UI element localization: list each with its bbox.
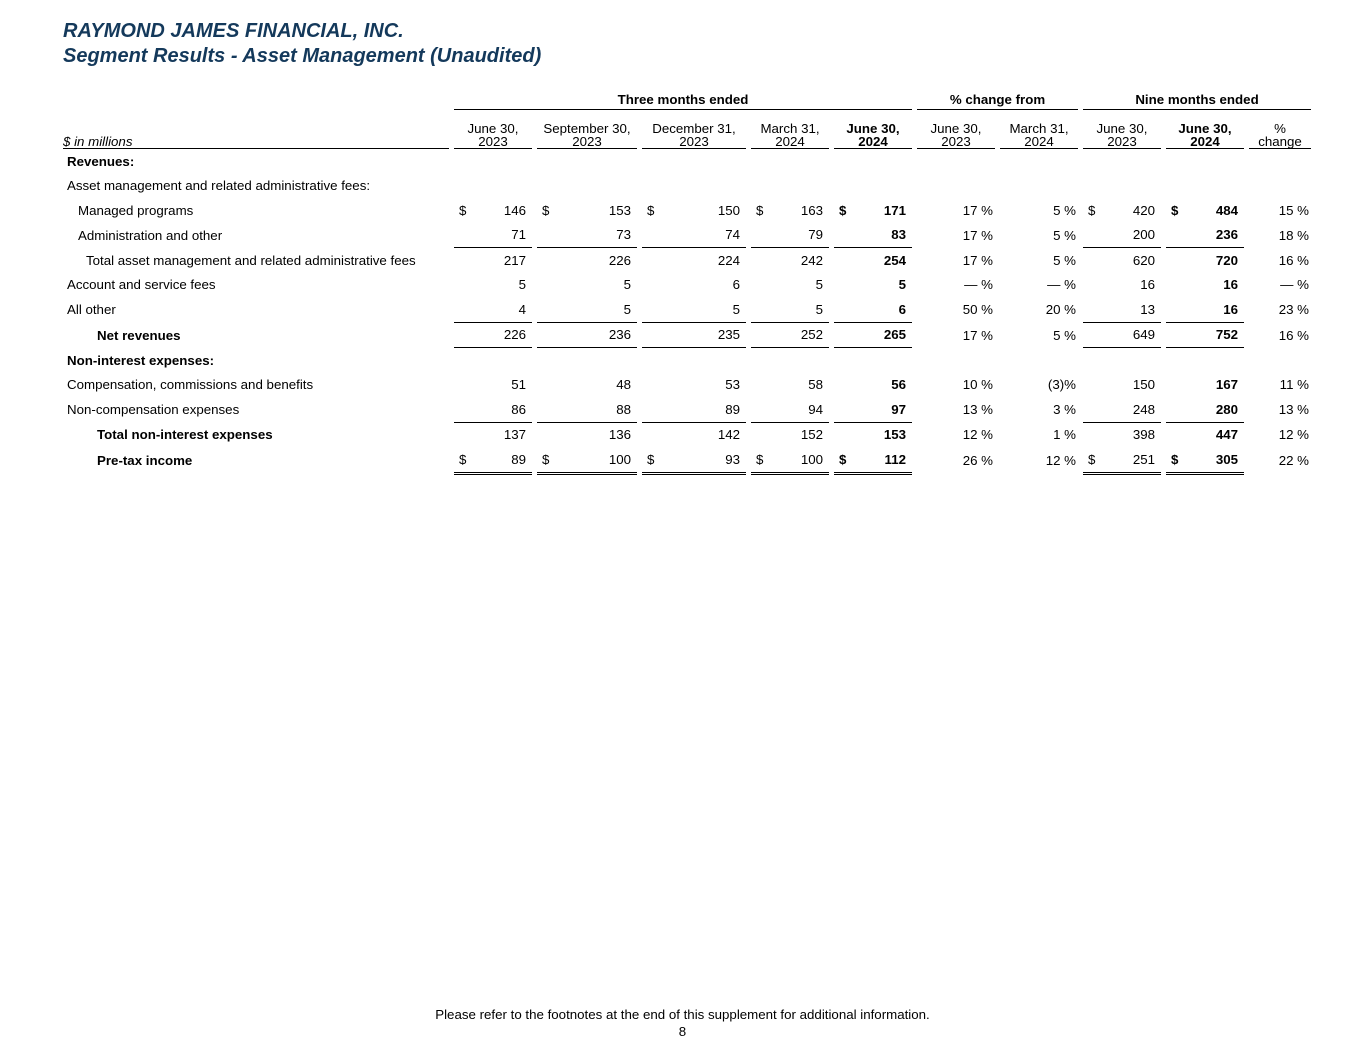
dollar-sign-cell (1083, 373, 1099, 398)
table-row (63, 323, 1311, 349)
value-cell: 71 (470, 223, 532, 249)
value-cell: 200 (1099, 223, 1161, 249)
value-cell: 16 (1140, 277, 1155, 293)
value-cell: 74 (658, 223, 746, 249)
table-row (63, 149, 1311, 174)
column-header-line1: March 31, (1009, 121, 1069, 136)
value-cell: 752 (1182, 323, 1244, 349)
column-header-line2: 2023 (572, 134, 602, 149)
column-header (1000, 110, 1078, 149)
value-cell: 236 (1182, 223, 1244, 249)
dollar-sign-cell (1083, 297, 1099, 323)
column-header-line1: June 30, (930, 121, 982, 136)
dollar-sign-cell (1166, 323, 1182, 349)
pct-change-cell: 20 % (1045, 302, 1076, 318)
pct-change-cell: 10 % (962, 377, 993, 393)
value-cell: 89 (470, 447, 532, 475)
dollar-sign-cell (751, 248, 767, 273)
dollar-sign-cell (642, 223, 658, 249)
page-number: 8 (678, 1024, 687, 1039)
dollar-sign-cell (454, 273, 470, 298)
value-cell: 4 (470, 297, 532, 323)
dollar-sign-cell (537, 423, 553, 448)
value-cell: 136 (608, 427, 631, 443)
table-row (63, 248, 1311, 273)
dollar-sign-cell (1166, 248, 1182, 273)
value-cell: 720 (1215, 252, 1238, 268)
dollar-sign-cell (1083, 223, 1099, 249)
pct-change-cell: 5 % (1053, 327, 1076, 343)
table-row (63, 273, 1311, 298)
pct-change-cell: 11 % (1279, 377, 1309, 393)
dollar-sign-cell (537, 273, 553, 298)
row-label: Net revenues (97, 327, 181, 343)
value-cell: 16 (1182, 297, 1244, 323)
column-header (751, 110, 829, 149)
pct-change-cell: 22 % (1278, 453, 1309, 469)
dollar-sign-cell (1166, 397, 1182, 423)
dollar-sign-cell (751, 323, 767, 349)
pct-change-cell: 17 % (962, 327, 993, 343)
dollar-sign-cell: $ (1083, 447, 1099, 475)
dollar-sign-cell (1083, 397, 1099, 423)
column-header (834, 110, 912, 149)
pct-change-cell: 15 % (1278, 202, 1309, 218)
company-name: RAYMOND JAMES FINANCIAL, INC. (63, 20, 404, 42)
column-header-line2: 2024 (775, 134, 805, 149)
value-cell: 6 (850, 297, 912, 323)
column-header-line1: September 30, (543, 121, 631, 136)
value-cell: 13 (1099, 297, 1161, 323)
column-header (642, 110, 746, 149)
pct-change-cell: 16 % (1278, 252, 1309, 268)
dollar-sign-cell: $ (756, 202, 764, 218)
row-label: Asset management and related administrative fees: (67, 178, 371, 194)
value-cell: 620 (1132, 252, 1155, 268)
pct-change-cell: 1 % (1053, 427, 1076, 443)
pct-change-cell: 23 % (1278, 302, 1309, 318)
spacer (63, 90, 449, 110)
column-header (1083, 110, 1161, 149)
value-cell: 5 (518, 277, 526, 293)
pct-change-cell: 17 % (962, 252, 993, 268)
dollar-sign-cell (642, 248, 658, 273)
dollar-sign-cell: $ (1171, 202, 1179, 218)
table-row (63, 223, 1311, 249)
dollar-sign-cell (642, 273, 658, 298)
dollar-sign-cell (537, 248, 553, 273)
dollar-sign-cell (642, 323, 658, 349)
value-cell: 235 (658, 323, 746, 349)
column-header (1249, 110, 1311, 149)
value-cell: 447 (1215, 427, 1238, 443)
pct-change-cell: 12 % (1045, 453, 1076, 469)
dollar-sign-cell (1166, 273, 1182, 298)
value-cell: 251 (1099, 447, 1161, 475)
dollar-sign-cell (1166, 423, 1182, 448)
dollar-sign-cell (537, 373, 553, 398)
value-cell: 73 (553, 223, 637, 249)
column-header-row (63, 110, 1311, 149)
column-header-line1: June 30, (846, 121, 900, 136)
value-cell: 16 (1223, 277, 1238, 293)
dollar-sign-cell (1166, 223, 1182, 249)
row-label: Revenues: (67, 153, 135, 169)
dollar-sign-cell (537, 223, 553, 249)
value-cell: 236 (553, 323, 637, 349)
dollar-sign-cell (537, 297, 553, 323)
group-header-row (63, 90, 1311, 110)
value-cell: 242 (800, 252, 823, 268)
dollar-sign-cell (751, 223, 767, 249)
pct-change-cell: 50 % (962, 302, 993, 318)
value-cell: 152 (800, 427, 823, 443)
pct-change-cell: 13 % (1278, 402, 1309, 418)
dollar-sign-cell: $ (1166, 447, 1182, 475)
dollar-sign-cell (834, 297, 850, 323)
dollar-sign-cell: $ (537, 447, 553, 475)
dollar-sign-cell (454, 423, 470, 448)
dollar-sign-cell (1083, 248, 1099, 273)
dollar-sign-cell (834, 273, 850, 298)
dollar-sign-cell (1083, 423, 1099, 448)
table-row (63, 198, 1311, 223)
value-cell: 100 (767, 447, 829, 475)
dollar-sign-cell (642, 397, 658, 423)
column-header-line1: June 30, (1178, 121, 1232, 136)
value-cell: 420 (1132, 202, 1155, 218)
pct-change-cell: 5 % (1053, 227, 1076, 243)
column-header-line2: 2023 (941, 134, 971, 149)
pct-change-cell: (3)% (1047, 377, 1076, 393)
dollar-sign-cell (751, 273, 767, 298)
row-label: Account and service fees (67, 277, 216, 293)
value-cell: 226 (608, 252, 631, 268)
value-cell: 51 (511, 377, 526, 393)
pct-change-cell: 5 % (1053, 252, 1076, 268)
value-cell: 265 (850, 323, 912, 349)
value-cell: 163 (800, 202, 823, 218)
value-cell: 5 (767, 297, 829, 323)
column-header-line1: June 30, (1096, 121, 1148, 136)
column-header (454, 110, 532, 149)
value-cell: 217 (503, 252, 526, 268)
column-header-line1: % (1274, 121, 1286, 136)
value-cell: 224 (717, 252, 740, 268)
pct-change-cell: 26 % (962, 453, 993, 469)
dollar-sign-cell (454, 248, 470, 273)
column-header (917, 110, 995, 149)
dollar-sign-cell (751, 397, 767, 423)
value-cell: 146 (503, 202, 526, 218)
value-cell: 484 (1215, 202, 1238, 218)
dollar-sign-cell (751, 423, 767, 448)
pct-change-cell: 17 % (962, 202, 993, 218)
value-cell: 226 (470, 323, 532, 349)
value-cell: 79 (767, 223, 829, 249)
pct-change-cell: 12 % (962, 427, 993, 443)
dollar-sign-cell: $ (647, 202, 655, 218)
value-cell: 48 (616, 377, 631, 393)
dollar-sign-cell (642, 373, 658, 398)
pct-change-cell: 13 % (962, 402, 993, 418)
dollar-sign-cell (454, 223, 470, 249)
dollar-sign-cell (834, 248, 850, 273)
row-label: Administration and other (78, 227, 223, 243)
dollar-sign-cell (454, 323, 470, 349)
value-cell: 5 (658, 297, 746, 323)
value-cell: 93 (658, 447, 746, 475)
dollar-sign-cell (834, 397, 850, 423)
table-row (63, 297, 1311, 323)
pct-change-cell: 5 % (1053, 202, 1076, 218)
group-pct-change: % change from (917, 90, 1078, 110)
dollar-sign-cell (834, 323, 850, 349)
value-cell: 248 (1099, 397, 1161, 423)
group-three-months: Three months ended (454, 90, 912, 110)
column-header-line2: 2024 (858, 134, 888, 149)
value-cell: 153 (883, 427, 906, 443)
dollar-sign-cell: $ (834, 447, 850, 475)
pct-change-cell: 16 % (1278, 327, 1309, 343)
dollar-sign-cell: $ (751, 447, 767, 475)
value-cell: 252 (767, 323, 829, 349)
value-cell: 5 (815, 277, 823, 293)
pct-change-cell: 3 % (1053, 402, 1076, 418)
value-cell: 86 (470, 397, 532, 423)
dollar-sign-cell (1166, 373, 1182, 398)
dollar-sign-cell (751, 373, 767, 398)
value-cell: 97 (850, 397, 912, 423)
dollar-sign-cell: $ (542, 202, 550, 218)
dollar-sign-cell (642, 297, 658, 323)
value-cell: 5 (553, 297, 637, 323)
column-header-line2: change (1258, 134, 1302, 149)
pct-change-cell: — % (964, 277, 993, 293)
column-header-line1: December 31, (652, 121, 736, 136)
value-cell: 398 (1132, 427, 1155, 443)
table-row (63, 348, 1311, 373)
dollar-sign-cell (454, 373, 470, 398)
value-cell: 167 (1215, 377, 1238, 393)
row-label: Compensation, commissions and benefits (67, 377, 314, 393)
dollar-sign-cell (1083, 323, 1099, 349)
value-cell: 150 (1132, 377, 1155, 393)
value-cell: 53 (725, 377, 740, 393)
row-label: Non-compensation expenses (67, 402, 240, 418)
row-label: Total non-interest expenses (97, 427, 273, 443)
column-header-line2: 2023 (1107, 134, 1137, 149)
dollar-sign-cell: $ (839, 202, 847, 218)
column-header-line2: 2023 (679, 134, 709, 149)
dollar-sign-cell (454, 397, 470, 423)
dollar-sign-cell (642, 423, 658, 448)
value-cell: 89 (658, 397, 746, 423)
value-cell: 100 (553, 447, 637, 475)
value-cell: 5 (898, 277, 906, 293)
dollar-sign-cell (537, 397, 553, 423)
dollar-sign-cell (834, 423, 850, 448)
spacer (449, 174, 1311, 199)
report-title: Segment Results - Asset Management (Unaudited) (63, 45, 542, 67)
value-cell: 88 (553, 397, 637, 423)
dollar-sign-cell: $ (459, 202, 467, 218)
value-cell: 6 (732, 277, 740, 293)
column-header-line2: 2024 (1024, 134, 1054, 149)
value-cell: 5 (623, 277, 631, 293)
column-header (537, 110, 637, 149)
dollar-sign-cell (834, 373, 850, 398)
row-label: Total asset management and related administrative fees (86, 252, 416, 268)
value-cell: 142 (717, 427, 740, 443)
value-cell: 171 (883, 202, 906, 218)
column-header-line2: 2023 (478, 134, 508, 149)
pct-change-cell: 17 % (962, 227, 993, 243)
table-row (63, 447, 1311, 475)
value-cell: 305 (1182, 447, 1244, 475)
spacer (449, 348, 1311, 373)
value-cell: 83 (850, 223, 912, 249)
value-cell: 58 (808, 377, 823, 393)
dollar-sign-cell: $ (1088, 202, 1096, 218)
value-cell: 649 (1099, 323, 1161, 349)
segment-results-table (63, 90, 1311, 475)
table-row (63, 423, 1311, 448)
value-cell: 280 (1182, 397, 1244, 423)
pct-change-cell: 12 % (1278, 427, 1309, 443)
dollar-sign-cell (537, 323, 553, 349)
dollar-sign-cell (1083, 273, 1099, 298)
column-header-line1: March 31, (760, 121, 820, 136)
table-row (63, 373, 1311, 398)
dollar-sign-cell: $ (454, 447, 470, 475)
column-header-line2: 2024 (1190, 134, 1220, 149)
table-row (63, 174, 1311, 199)
dollar-sign-cell (1166, 297, 1182, 323)
value-cell: 254 (883, 252, 906, 268)
row-label: Managed programs (78, 202, 194, 218)
group-nine-months: Nine months ended (1083, 90, 1311, 110)
row-label: Non-interest expenses: (67, 352, 215, 368)
table-row (63, 397, 1311, 423)
value-cell: 137 (503, 427, 526, 443)
pct-change-cell: 18 % (1278, 227, 1309, 243)
dollar-sign-cell (454, 297, 470, 323)
column-header (1166, 110, 1244, 149)
value-cell: 94 (767, 397, 829, 423)
row-label: All other (67, 302, 116, 318)
value-cell: 56 (891, 377, 906, 393)
pct-change-cell: — % (1047, 277, 1076, 293)
value-cell: 150 (717, 202, 740, 218)
pct-change-cell: — % (1280, 277, 1309, 293)
footnote-reference: Please refer to the footnotes at the end of this supplement for additional information. (435, 1007, 930, 1022)
dollar-sign-cell (834, 223, 850, 249)
row-label: Pre-tax income (97, 453, 193, 469)
unit-label: $ in millions (63, 110, 449, 149)
dollar-sign-cell (751, 297, 767, 323)
spacer (449, 149, 1311, 174)
dollar-sign-cell: $ (642, 447, 658, 475)
value-cell: 153 (608, 202, 631, 218)
column-header-line1: June 30, (467, 121, 519, 136)
value-cell: 112 (850, 447, 912, 475)
